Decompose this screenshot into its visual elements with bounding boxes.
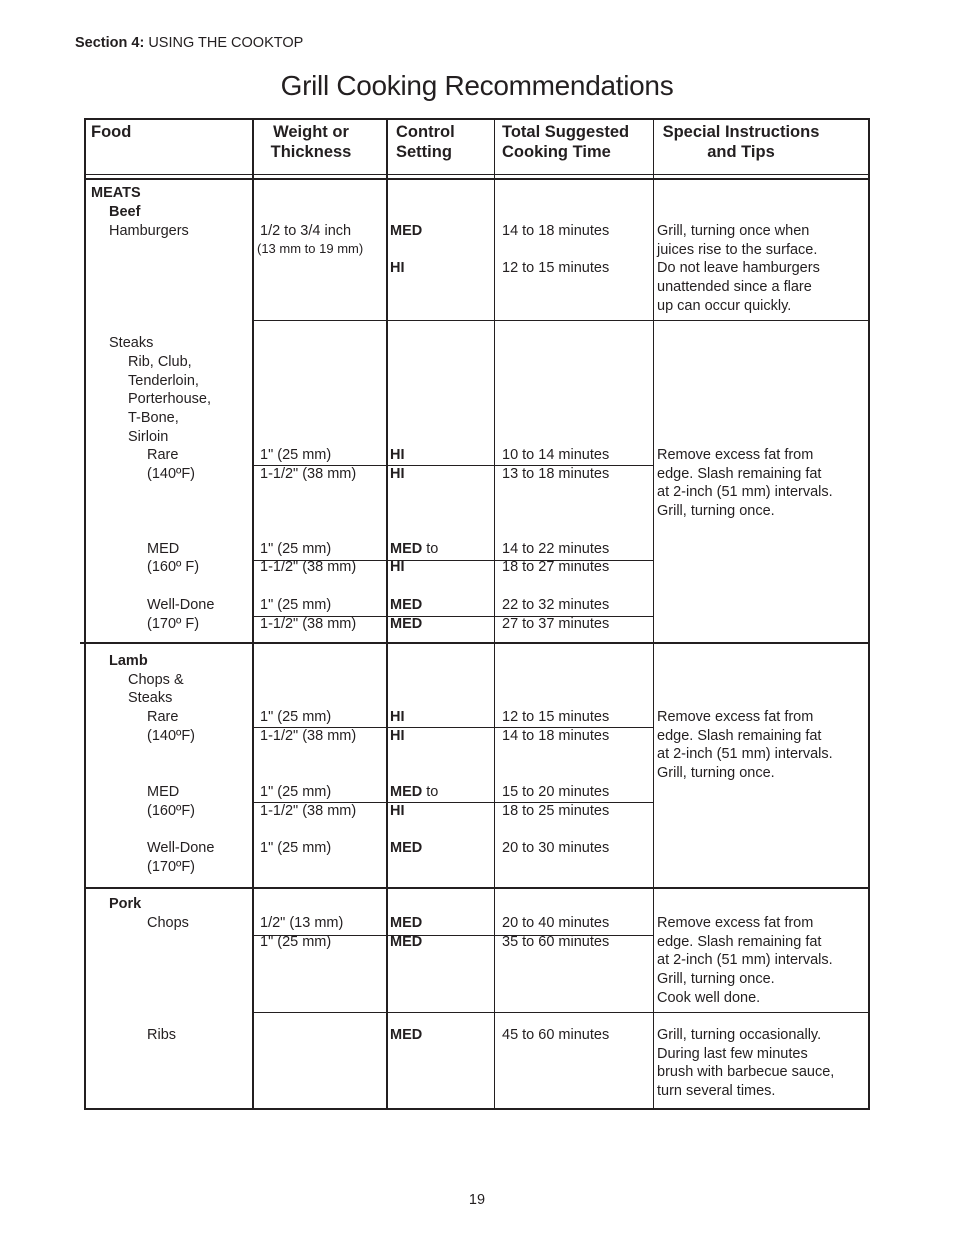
steaks-med-setting-2: HI bbox=[390, 559, 405, 575]
steaks-well-label: Well-Done bbox=[147, 597, 215, 613]
steaks-well-time-1: 22 to 32 minutes bbox=[502, 597, 610, 613]
lamb-med-label: MED bbox=[147, 784, 180, 800]
section-header bbox=[75, 35, 303, 51]
lamb-rare-setting-1: HI bbox=[390, 709, 405, 725]
tip-line: turn several times. bbox=[657, 1083, 776, 1100]
lamb-cut-1: Chops & bbox=[128, 672, 184, 688]
tip-line: Grill, turning once when bbox=[657, 223, 810, 239]
steaks-well-setting-1: MED bbox=[390, 597, 423, 613]
lamb-cut-2: Steaks bbox=[128, 690, 173, 706]
beef-label: Beef bbox=[109, 204, 141, 220]
steak-cut: Sirloin bbox=[128, 428, 169, 445]
tip-line: Cook well done. bbox=[657, 989, 761, 1006]
steaks-rare-setting-1: HI bbox=[390, 447, 405, 463]
tip-line: at 2-inch (51 mm) intervals. bbox=[657, 746, 833, 763]
hamburgers-time-2: 12 to 15 minutes bbox=[502, 260, 610, 276]
lamb-rare-time-2: 14 to 18 minutes bbox=[502, 728, 610, 744]
pork-chops-setting-1: MED bbox=[390, 915, 423, 931]
lamb-med-time-2: 18 to 25 minutes bbox=[502, 803, 610, 819]
col-control-header bbox=[396, 122, 455, 162]
steaks-rare-time-1: 10 to 14 minutes bbox=[502, 447, 610, 463]
lamb-tips bbox=[657, 708, 833, 783]
steak-cut: Rib, Club, bbox=[128, 354, 192, 370]
steaks-med-setting-1 bbox=[390, 540, 438, 559]
lamb-label: Lamb bbox=[109, 653, 148, 669]
steaks-well-setting-2: MED bbox=[390, 616, 423, 632]
lamb-well-setting: MED bbox=[390, 840, 423, 856]
steaks-med-weight-2: 1-1/2" (38 mm) bbox=[260, 559, 357, 575]
tip-line: brush with barbecue sauce, bbox=[657, 1064, 835, 1081]
tip-line: up can occur quickly. bbox=[657, 297, 792, 314]
steaks-well-weight-2: 1-1/2" (38 mm) bbox=[260, 616, 357, 632]
pork-chops-time-1: 20 to 40 minutes bbox=[502, 915, 610, 931]
pork-label: Pork bbox=[109, 896, 142, 912]
col-control-header-line1: Control bbox=[396, 123, 455, 141]
lamb-rare-time-1: 12 to 15 minutes bbox=[502, 709, 610, 725]
steaks-rare-weight-2: 1-1/2" (38 mm) bbox=[260, 466, 357, 482]
pork-chops-label: Chops bbox=[147, 915, 189, 931]
tip-line: Grill, turning occasionally. bbox=[657, 1027, 822, 1043]
hamburgers-weight-metric: (13 mm to 19 mm) bbox=[257, 241, 364, 256]
lamb-rare-label: Rare bbox=[147, 709, 179, 725]
steak-cut: Tenderloin, bbox=[128, 372, 199, 389]
pork-chops-tips bbox=[657, 914, 833, 1008]
hamburgers-tips bbox=[657, 222, 820, 316]
col-tips-header-line2: and Tips bbox=[707, 143, 775, 161]
col-time-header-line1: Total Suggested bbox=[502, 123, 630, 141]
pork-chops-time-2: 35 to 60 minutes bbox=[502, 934, 610, 950]
steaks-med-time-2: 18 to 27 minutes bbox=[502, 559, 610, 575]
steaks-rare-setting-2: HI bbox=[390, 466, 405, 482]
tip-line: unattended since a flare bbox=[657, 279, 812, 296]
tip-line: Remove excess fat from bbox=[657, 447, 814, 463]
steaks-rare-weight-1: 1" (25 mm) bbox=[260, 447, 332, 463]
lamb-med-setting-2: HI bbox=[390, 803, 405, 819]
col-weight-header-line1: Weight or bbox=[273, 123, 349, 141]
lamb-med-weight-1: 1" (25 mm) bbox=[260, 784, 332, 800]
lamb-med-weight-2: 1-1/2" (38 mm) bbox=[260, 803, 357, 819]
col-tips-header bbox=[654, 122, 828, 162]
lamb-rare-weight-1: 1" (25 mm) bbox=[260, 709, 332, 725]
col-time-header-line2: Cooking Time bbox=[502, 143, 611, 161]
steaks-rare-label: Rare bbox=[147, 447, 179, 463]
tip-line: Remove excess fat from bbox=[657, 709, 814, 725]
pork-ribs-setting: MED bbox=[390, 1027, 423, 1043]
col-food-header: Food bbox=[91, 123, 132, 141]
lamb-well-time: 20 to 30 minutes bbox=[502, 840, 610, 856]
hamburgers-weight: 1/2 to 3/4 inch bbox=[260, 223, 352, 239]
setting-med: MED bbox=[390, 784, 423, 800]
tip-line: During last few minutes bbox=[657, 1045, 808, 1062]
steaks-rare-temp: (140ºF) bbox=[147, 466, 196, 482]
tip-line: at 2-inch (51 mm) intervals. bbox=[657, 484, 833, 501]
lamb-rare-weight-2: 1-1/2" (38 mm) bbox=[260, 728, 357, 744]
col-weight-header bbox=[254, 122, 368, 162]
setting-med: MED bbox=[390, 541, 423, 557]
tip-line: Grill, turning once. bbox=[657, 765, 775, 782]
steaks-well-time-2: 27 to 37 minutes bbox=[502, 616, 610, 632]
lamb-well-temp: (170ºF) bbox=[147, 859, 196, 875]
pork-ribs-tips bbox=[657, 1026, 834, 1101]
tip-line: edge. Slash remaining fat bbox=[657, 465, 822, 482]
steaks-med-time-1: 14 to 22 minutes bbox=[502, 541, 610, 557]
lamb-well-weight: 1" (25 mm) bbox=[260, 840, 332, 856]
tip-line: edge. Slash remaining fat bbox=[657, 727, 822, 744]
section-title: USING THE COOKTOP bbox=[148, 35, 304, 51]
col-time-header bbox=[502, 122, 629, 162]
page-title: Grill Cooking Recommendations bbox=[280, 70, 674, 101]
tip-line: Grill, turning once. bbox=[657, 503, 775, 520]
steaks-well-weight-1: 1" (25 mm) bbox=[260, 597, 332, 613]
tip-line: juices rise to the surface. bbox=[657, 241, 818, 258]
pork-ribs-label: Ribs bbox=[147, 1027, 177, 1043]
pork-chops-setting-2: MED bbox=[390, 934, 423, 950]
lamb-med-temp: (160ºF) bbox=[147, 803, 196, 819]
hamburgers-label: Hamburgers bbox=[109, 223, 189, 239]
steaks-med-temp: (160º F) bbox=[147, 559, 200, 575]
tip-line: Do not leave hamburgers bbox=[657, 260, 820, 277]
steaks-med-label: MED bbox=[147, 541, 180, 557]
lamb-rare-temp: (140ºF) bbox=[147, 728, 196, 744]
steak-cut: Porterhouse, bbox=[128, 391, 212, 408]
tip-line: Grill, turning once. bbox=[657, 971, 775, 988]
col-tips-header-line1: Special Instructions bbox=[662, 123, 820, 141]
steak-cut: T-Bone, bbox=[128, 410, 179, 427]
hamburgers-setting-2: HI bbox=[390, 260, 405, 276]
lamb-med-setting-1 bbox=[390, 783, 438, 802]
page-number: 19 bbox=[468, 1192, 486, 1208]
tip-line: Remove excess fat from bbox=[657, 915, 814, 931]
tip-line: at 2-inch (51 mm) intervals. bbox=[657, 952, 833, 969]
steaks-med-weight-1: 1" (25 mm) bbox=[260, 541, 332, 557]
pork-chops-weight-2: 1" (25 mm) bbox=[260, 934, 332, 950]
setting-to: to bbox=[422, 541, 439, 557]
lamb-well-label: Well-Done bbox=[147, 840, 215, 856]
steaks-tips bbox=[657, 446, 833, 521]
tip-line: edge. Slash remaining fat bbox=[657, 933, 822, 950]
pork-ribs-time: 45 to 60 minutes bbox=[502, 1027, 610, 1043]
pork-chops-weight-1: 1/2" (13 mm) bbox=[260, 915, 344, 931]
hamburgers-time-1: 14 to 18 minutes bbox=[502, 223, 610, 239]
steaks-well-temp: (170º F) bbox=[147, 616, 200, 632]
meats-heading: MEATS bbox=[91, 185, 141, 201]
steaks-rare-time-2: 13 to 18 minutes bbox=[502, 466, 610, 482]
lamb-rare-setting-2: HI bbox=[390, 728, 405, 744]
col-weight-header-line2: Thickness bbox=[270, 143, 352, 161]
setting-to: to bbox=[422, 784, 439, 800]
hamburgers-setting-1: MED bbox=[390, 223, 423, 239]
col-control-header-line2: Setting bbox=[396, 143, 452, 161]
steaks-label: Steaks bbox=[109, 335, 154, 351]
steaks-cuts bbox=[128, 353, 211, 447]
lamb-med-time-1: 15 to 20 minutes bbox=[502, 784, 610, 800]
section-label: Section 4: bbox=[75, 35, 145, 51]
